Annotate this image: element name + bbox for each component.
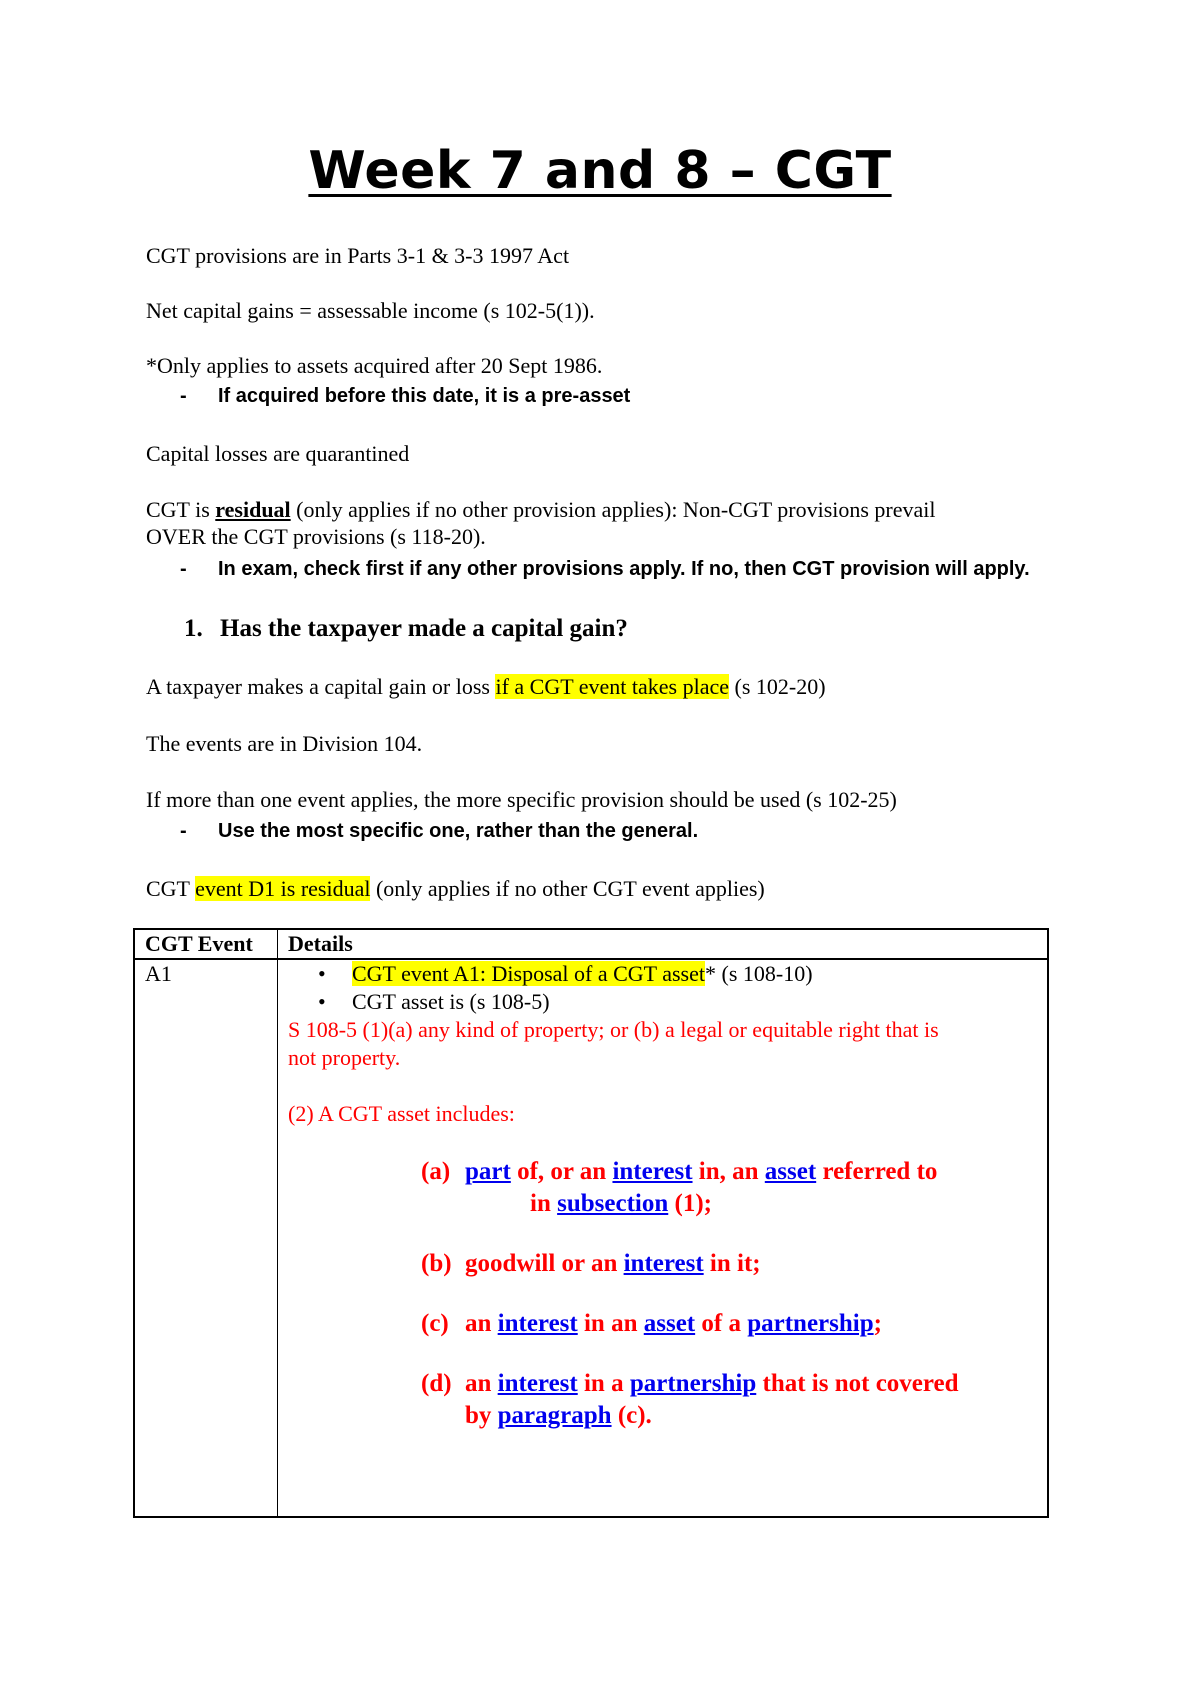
details-bullet-1: • CGT event A1: Disposal of a CGT asset* (s 108-10)	[318, 961, 813, 986]
bullet-most-specific: - Use the most specific one, rather than the general.	[180, 820, 699, 842]
link-paragraph[interactable]: paragraph	[497, 1402, 612, 1429]
header-cgt-event: CGT Event	[134, 929, 278, 959]
page-title: Week 7 and 8 – CGT	[308, 141, 892, 201]
link-asset[interactable]: asset	[764, 1158, 817, 1185]
cell-details	[278, 959, 1049, 1517]
bullet-dot: •	[318, 961, 326, 986]
highlight-a1-disposal: CGT event A1: Disposal of a CGT asset	[352, 961, 705, 986]
paragraph-more-than-one: If more than one event applies, the more specific provision should be used (s 102-25)	[146, 787, 897, 812]
paragraph-capital-gain-event: A taxpayer makes a capital gain or loss if a CGT event takes place (s 102-20)	[146, 674, 826, 699]
link-interest[interactable]: interest	[497, 1310, 578, 1337]
highlight-event-d1: event D1 is residual	[195, 876, 371, 901]
cell-event-a1: A1	[134, 959, 278, 1517]
definition-d-line2: by paragraph (c).	[465, 1402, 652, 1429]
paragraph-cgt-provisions: CGT provisions are in Parts 3-1 & 3-3 1997 Act	[146, 243, 570, 268]
bullet-dot: •	[318, 989, 326, 1014]
cgt-asset-includes: (2) A CGT asset includes:	[288, 1101, 515, 1126]
paragraph-capital-losses: Capital losses are quarantined	[146, 441, 410, 466]
link-subsection[interactable]: subsection	[557, 1190, 669, 1217]
table-row	[134, 959, 1048, 1517]
s108-5-text-line1: S 108-5 (1)(a) any kind of property; or (b) a legal or equitable right that is	[288, 1017, 939, 1042]
dash-marker: -	[180, 385, 187, 407]
paragraph-event-d1: CGT event D1 is residual (only applies if no other CGT event applies)	[146, 876, 765, 901]
dash-marker: -	[180, 558, 187, 580]
definition-d: (d) an interest in a partnership that is not covered	[421, 1370, 959, 1397]
link-interest[interactable]: interest	[612, 1158, 693, 1185]
paragraph-only-applies: *Only applies to assets acquired after 20 Sept 1986.	[146, 353, 603, 378]
details-bullet-2: • CGT asset is (s 108-5)	[318, 989, 550, 1014]
link-interest[interactable]: interest	[623, 1250, 704, 1277]
residual-term: residual	[215, 497, 291, 522]
paragraph-net-capital-gains: Net capital gains = assessable income (s 102-5(1)).	[146, 298, 595, 323]
link-partnership[interactable]: partnership	[629, 1370, 757, 1397]
dash-marker: -	[180, 820, 187, 842]
link-asset[interactable]: asset	[643, 1310, 696, 1337]
definition-b: (b) goodwill or an interest in it;	[421, 1250, 761, 1277]
link-interest[interactable]: interest	[497, 1370, 578, 1397]
s108-5-text-line2: not property.	[288, 1045, 401, 1070]
link-partnership[interactable]: partnership	[747, 1310, 874, 1337]
highlight-cgt-event: if a CGT event takes place	[495, 674, 730, 699]
header-details: Details	[278, 929, 1049, 959]
definition-c: (c) an interest in an asset of a partnership;	[421, 1310, 882, 1337]
table-header-row	[134, 929, 1048, 959]
section-heading: 1. Has the taxpayer made a capital gain?	[184, 615, 628, 642]
paragraph-cgt-residual-line2: OVER the CGT provisions (s 118-20).	[146, 524, 486, 549]
bullet-pre-asset: - If acquired before this date, it is a pre-asset	[180, 385, 631, 407]
definition-a-line2: in subsection (1);	[530, 1190, 712, 1217]
definition-a: (a) part of, or an interest in, an asset referred to	[421, 1158, 938, 1185]
section-number: 1.	[184, 615, 203, 642]
cgt-events-table	[133, 928, 1049, 1518]
link-part[interactable]: part	[465, 1158, 511, 1185]
bullet-exam-check: - In exam, check first if any other provisions apply. If no, then CGT provision will apply.	[180, 558, 1030, 580]
paragraph-cgt-residual: CGT is residual (only applies if no other provision applies): Non-CGT provisions prevail	[146, 497, 936, 522]
paragraph-division-104: The events are in Division 104.	[146, 731, 423, 756]
